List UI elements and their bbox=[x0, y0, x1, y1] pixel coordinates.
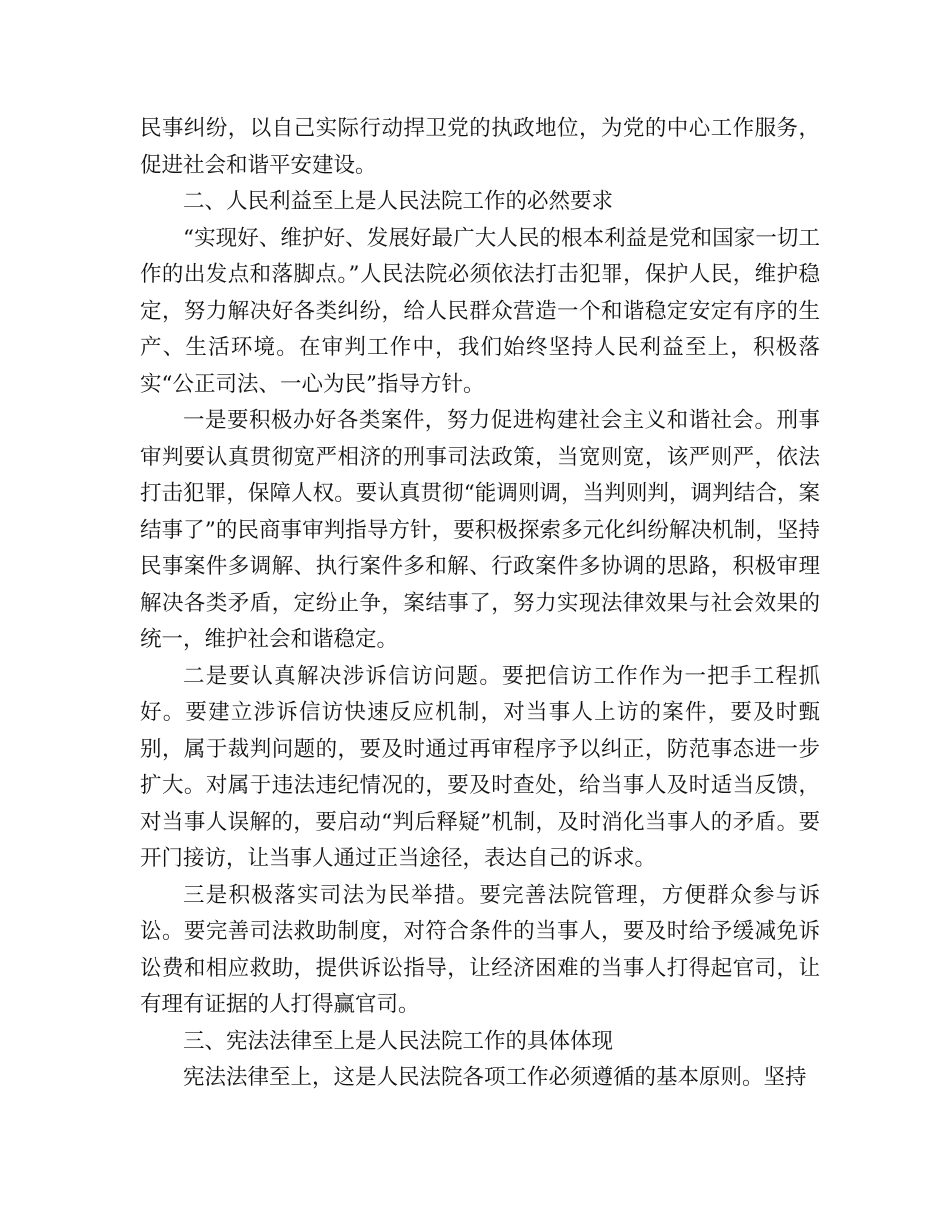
paragraph: 宪法法律至上，这是人民法院各项工作必须遵循的基本原则。坚持 bbox=[183, 1065, 807, 1090]
section-heading-3: 三、宪法法律至上是人民法院工作的具体体现 bbox=[183, 1028, 614, 1054]
paragraph: 一是要积极办好各类案件，努力促进构建社会主义和谐社会。刑事审判要认真贯彻宽严相济的刑事司法政策，当宽则宽，该严则严，依法打击犯罪，保障人权。要认真贯彻“能调则调，当判则判，调判结合，案结事了”的民商事审判指导方针，要积极探索多元化纠纷解决机制，坚持民事案件多调解、执行案件多和解、行政案件多协调的思路，积极审理解决各类矛盾，定纷止争，案结事了，努力实现法律效果与社会效果的统一，维护社会和谐稳定。 bbox=[140, 408, 820, 652]
section-heading-2: 二、人民利益至上是人民法院工作的必然要求 bbox=[183, 189, 614, 214]
paragraph-continuation: 民事纠纷，以自己实际行动捍卫党的执政地位，为党的中心工作服务，促进社会和谐平安建设。 bbox=[140, 116, 820, 178]
paragraph: 二是要认真解决涉诉信访问题。要把信访工作作为一把手工程抓好。要建立涉诉信访快速反应机制，对当事人上访的案件，要及时甄别，属于裁判问题的，要及时通过再审程序予以纠正，防范事态进一步扩大。对属于违法违纪情况的，要及时查处，给当事人及时适当反馈，对当事人误解的，要启动“判后释疑”机制，及时消化当事人的矛盾。要开门接访，让当事人通过正当途径，表达自己的诉求。 bbox=[140, 663, 820, 871]
paragraph: 三是积极落实司法为民举措。要完善法院管理，方便群众参与诉讼。要完善司法救助制度，对符合条件的当事人，要及时给予缓减免诉讼费和相应救助，提供诉讼指导，让经济困难的当事人打得起官司，让有理有证据的人打得赢官司。 bbox=[140, 882, 820, 1017]
paragraph: “实现好、维护好、发展好最广大人民的根本利益是党和国家一切工作的出发点和落脚点。”人民法院必须依法打击犯罪，保护人民，维护稳定，努力解决好各类纠纷，给人民群众营造一个和谐稳定安定有序的生产、生活环境。在审判工作中，我们始终坚持人民利益至上，积极落实“公正司法、一心为民”指导方针。 bbox=[140, 225, 820, 397]
document-body bbox=[140, 111, 820, 1097]
